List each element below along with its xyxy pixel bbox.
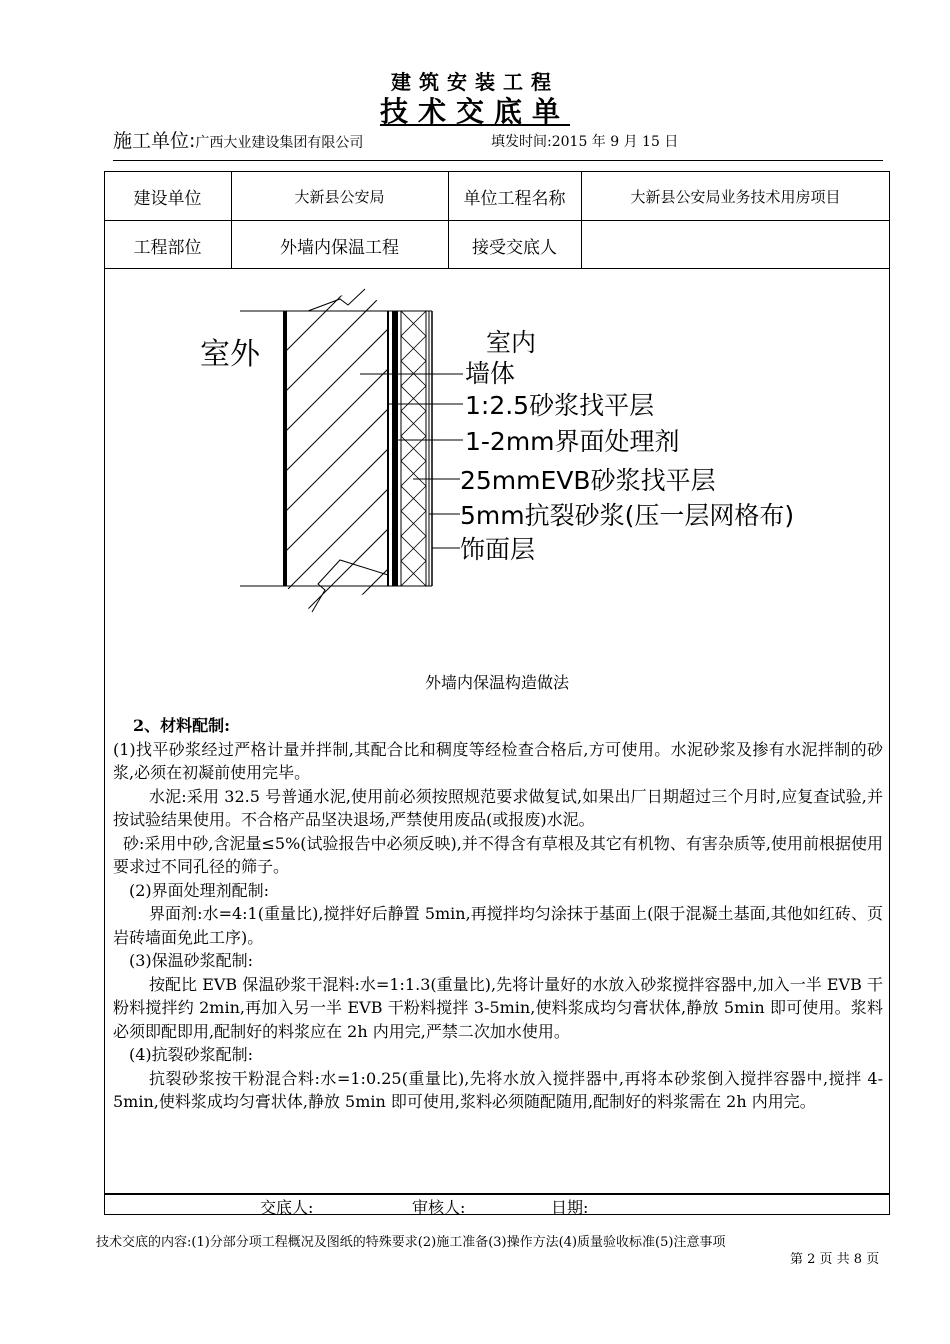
footer-note: 技术交底的内容:(1)分部分项工程概况及图纸的特殊要求(2)施工准备(3)操作方法(4)质量验收标准(5)注意事项 [96, 1235, 726, 1250]
value-project-name: 大新县公安局业务技术用房项目 [630, 188, 841, 206]
section-title: 2、材料配制: [133, 716, 231, 735]
wall-hatching [285, 237, 400, 672]
paragraph: 抗裂砂浆按干粉混合料:水=1:0.25(重量比),先将水放入搅拌器中,再将本砂浆倒入搅拌容器中,搅拌 4-5min,使料浆成均匀膏状体,静放 5min 即可使用,浆料必须随配随用,配制好的料浆需在 2h 内用完。 [113, 1068, 883, 1111]
layer-label: 墙体 [465, 359, 516, 388]
label-construction-owner: 建设单位 [133, 189, 202, 209]
issue-date: 填发时间:2015 年 9 月 15 日 [491, 134, 679, 150]
reviewer-label: 审核人: [412, 1198, 466, 1217]
page-number: 第 2 页 共 8 页 [790, 1252, 880, 1267]
layer-label: 1-2mm界面处理剂 [465, 427, 680, 456]
construction-unit-value: 广西大业建设集团有限公司 [195, 135, 364, 151]
layer-label: 1:2.5砂浆找平层 [465, 391, 655, 420]
paragraph: 按配比 EVB 保温砂浆干混料:水=1:1.3(重量比),先将计量好的水放入砂浆搅拌容器中,加入一半 EVB 干粉料搅拌约 2min,再加入另一半 EVB 干粉料搅拌 3-5min,使料浆成均匀膏状体,静放 5min 即可使用。浆料必须即配即用,配制好的料浆应在 2h 内用完,严禁二次加水使用。 [113, 974, 883, 1041]
label-project-part: 工程部位 [133, 238, 202, 258]
label-project-name: 单位工程名称 [463, 189, 566, 209]
value-construction-owner: 大新县公安局 [294, 188, 385, 206]
layer-label: 25mmEVB砂浆找平层 [460, 466, 716, 495]
subsection-title: (2)界面处理剂配制: [129, 880, 270, 900]
paragraph: (1)找平砂浆经过严格计量并拌制,其配合比和稠度等经检查合格后,方可使用。水泥砂浆及掺有水泥拌制的砂浆,必须在初凝前使用完毕。 [113, 739, 883, 782]
date-label: 日期: [551, 1198, 589, 1217]
document-title-line1: 建筑安装工程 [391, 70, 559, 94]
disclosure-content [113, 714, 883, 1114]
layer-label: 饰面层 [460, 535, 536, 564]
construction-unit-label: 施工单位: [113, 130, 196, 152]
subsection-title: (4)抗裂砂浆配制: [129, 1045, 254, 1064]
evb-insulation-layer [401, 311, 426, 586]
paragraph: 水泥:采用 32.5 号普通水泥,使用前必须按照规范要求做复试,如果出厂日期超过三个月时,应复查试验,并按试验结果使用。不合格产品坚决退场,严禁使用废品(或报废)水泥。 [113, 786, 883, 829]
label-recipient: 接受交底人 [472, 238, 557, 258]
inside-label: 室内 [486, 328, 537, 357]
discloser-label: 交底人: [260, 1198, 314, 1217]
paragraph: 界面剂:水=4:1(重量比),搅拌好后静置 5min,再搅拌均匀涂抹于基面上(限于混凝土基面,其他如红砖、页岩砖墙面免此工序)。 [113, 904, 883, 947]
value-project-part: 外墙内保温工程 [280, 238, 399, 258]
layer-label: 5mm抗裂砂浆(压一层网格布) [460, 501, 795, 530]
paragraph: 砂:采用中砂,含泥量≤5%(试验报告中必须反映),并不得含有草根及其它有机物、有害杂质等,使用前根据使用要求过不同孔径的筛子。 [113, 833, 883, 876]
outside-label: 室外 [200, 337, 260, 372]
signature-row [104, 1194, 890, 1215]
document-title-line2: 技术交底单 [379, 95, 570, 128]
diagram-caption: 外墙内保温构造做法 [424, 673, 569, 692]
subsection-title: (3)保温砂浆配制: [129, 951, 254, 970]
